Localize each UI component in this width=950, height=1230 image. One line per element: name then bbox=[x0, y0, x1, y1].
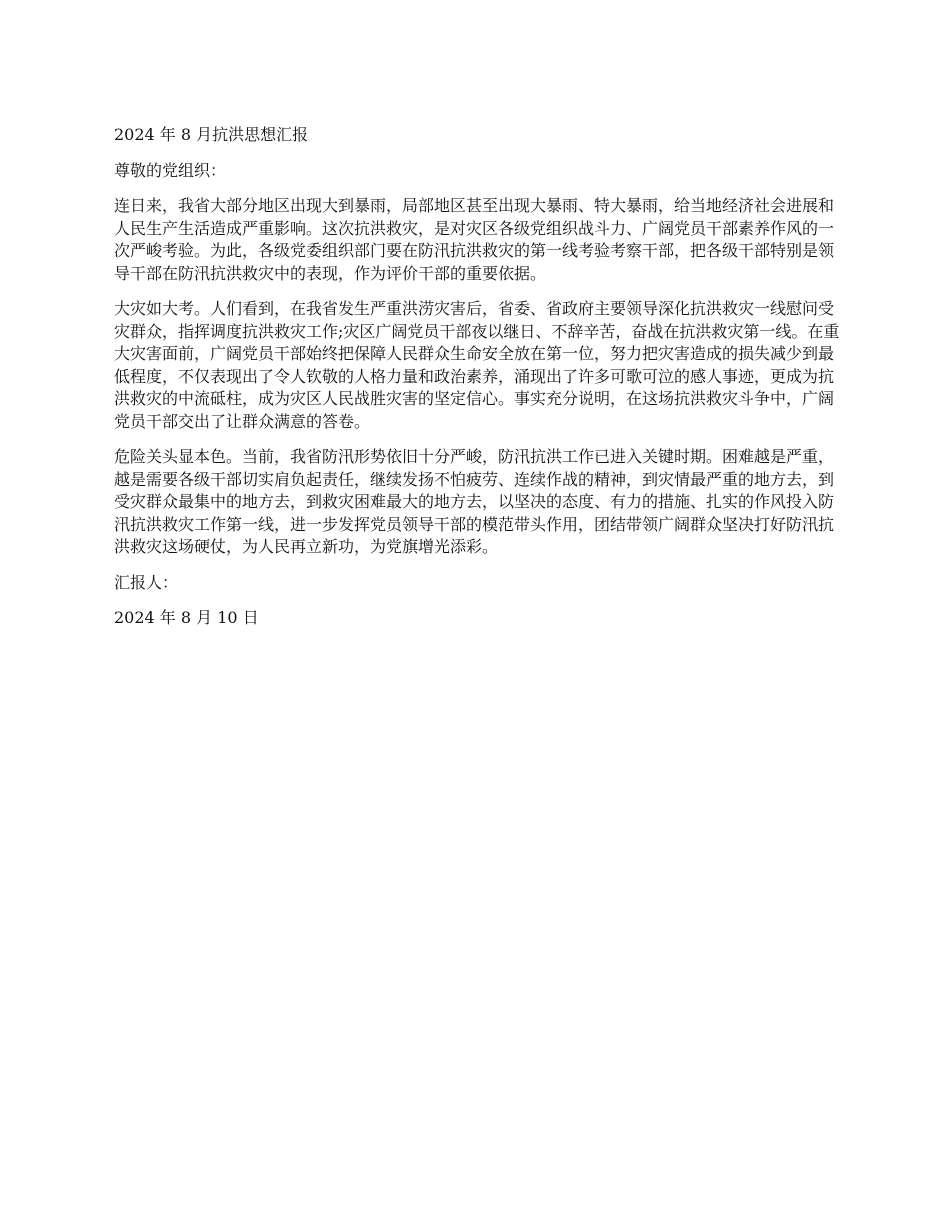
report-date: 2024 年 8 月 10 日 bbox=[114, 608, 259, 627]
paragraph-2: 大灾如大考。人们看到，在我省发生严重洪涝灾害后，省委、省政府主要领导深化抗洪救灾一线慰问受灾群众，指挥调度抗洪救灾工作;灾区广阔党员干部夜以继日、不辞辛苦，奋战在抗洪救灾第一线。在重大灾害面前，广阔党员干部始终把保障人民群众生命安全放在第一位，努力把灾害造成的损失减少到最低程度，不仅表现出了令人钦敬的人格力量和政治素养，涌现出了许多可歌可泣的感人事迹，更成为抗洪救灾的中流砥柱，成为灾区人民战胜灾害的坚定信心。事实充分说明，在这场抗洪救灾斗争中，广阔党员干部交出了让群众满意的答卷。 bbox=[114, 299, 840, 431]
salutation: 尊敬的党组织： bbox=[114, 160, 227, 180]
reporter-label: 汇报人： bbox=[114, 572, 179, 592]
paragraph-3: 危险关头显本色。当前，我省防汛形势依旧十分严峻，防汛抗洪工作已进入关键时期。困难越是严重，越是需要各级干部切实肩负起责任，继续发扬不怕疲劳、连续作战的精神，到灾情最严重的地方去，到受灾群众最集中的地方去，到救灾困难最大的地方去，以坚决的态度、有力的措施、扎实的作风投入防汛抗洪救灾工作第一线，进一步发挥党员领导干部的模范带头作用，团结带领广阔群众坚决打好防汛抗洪救灾这场硬仗，为人民再立新功，为党旗增光添彩。 bbox=[114, 447, 835, 556]
document-body bbox=[114, 124, 841, 643]
document-title: 2024 年 8 月抗洪思想汇报 bbox=[114, 125, 309, 144]
paragraph-1: 连日来，我省大部分地区出现大到暴雨，局部地区甚至出现大暴雨、特大暴雨，给当地经济社会进展和人民生产生活造成严重影响。这次抗洪救灾，是对灾区各级党组织战斗力、广阔党员干部素养作风的一次严峻考验。为此，各级党委组织部门要在防汛抗洪救灾的第一线考验考察干部，把各级干部特别是领导干部在防汛抗洪救灾中的表现，作为评价干部的重要依据。 bbox=[114, 196, 835, 283]
